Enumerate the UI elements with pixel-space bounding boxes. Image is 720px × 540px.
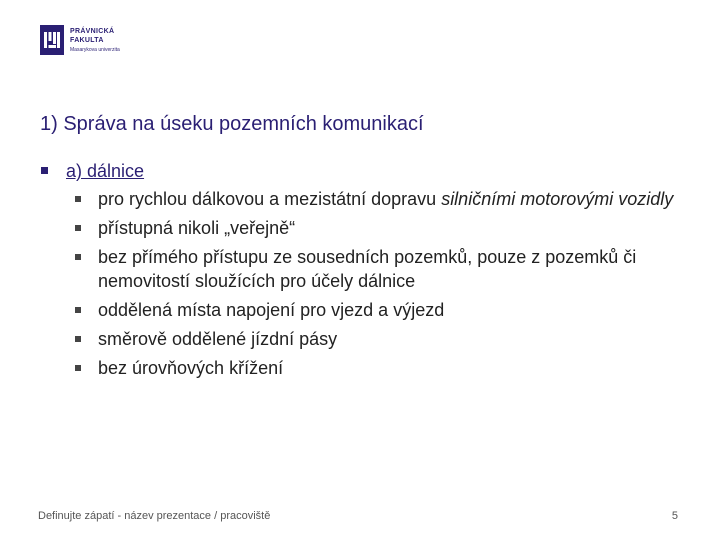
square-bullet-icon — [75, 254, 81, 260]
square-bullet-icon — [75, 365, 81, 371]
faculty-logo — [40, 25, 120, 55]
list-item-text — [98, 356, 283, 380]
text-segment: oddělená místa napojení pro vjezd a výjezd — [98, 300, 445, 320]
italic-segment: silničními motorovými vozidly — [441, 189, 674, 209]
list-item — [75, 356, 680, 380]
logo-wordmark — [70, 25, 120, 55]
list-item — [75, 187, 680, 211]
mu-logo-mark-icon — [40, 25, 64, 55]
list-item — [75, 216, 680, 240]
text-segment: pro rychlou dálkovou a mezistátní dopravu — [98, 189, 442, 209]
list-item — [75, 327, 680, 351]
footer-text: Definujte zápatí - název prezentace / pracoviště — [38, 510, 271, 522]
logo-line-faculty: FAKULTA — [70, 37, 104, 44]
text-segment: bez přímého přístupu ze sousedních pozemků, pouze z pozemků či nemovitostí sloužících pro účely dálnice — [98, 247, 637, 291]
list-item — [75, 245, 680, 293]
section-heading — [40, 159, 680, 183]
square-bullet-icon — [75, 336, 81, 342]
list-item-text — [98, 298, 444, 322]
slide-content — [40, 159, 680, 380]
logo-line-university: Masarykova univerzita — [70, 47, 120, 53]
list-item-text — [98, 245, 680, 293]
section-label: a) dálnice — [66, 161, 145, 181]
square-bullet-icon — [75, 225, 81, 231]
bullet-list — [75, 187, 680, 380]
page-number: 5 — [671, 510, 678, 522]
square-bullet-icon — [75, 196, 81, 202]
list-item — [75, 298, 680, 322]
list-item-text — [98, 187, 673, 211]
text-segment: bez úrovňových křížení — [98, 358, 284, 378]
list-item-text — [98, 327, 337, 351]
logo-line-faculty-type: PRÁVNICKÁ — [70, 28, 115, 35]
square-bullet-icon — [41, 167, 48, 174]
text-segment: přístupná nikoli „veřejně“ — [98, 218, 296, 238]
list-item-text — [98, 216, 295, 240]
text-segment: směrově oddělené jízdní pásy — [98, 329, 338, 349]
slide-title: 1) Správa na úseku pozemních komunikací — [40, 113, 424, 135]
square-bullet-icon — [75, 307, 81, 313]
mu-monogram-icon — [43, 30, 61, 50]
